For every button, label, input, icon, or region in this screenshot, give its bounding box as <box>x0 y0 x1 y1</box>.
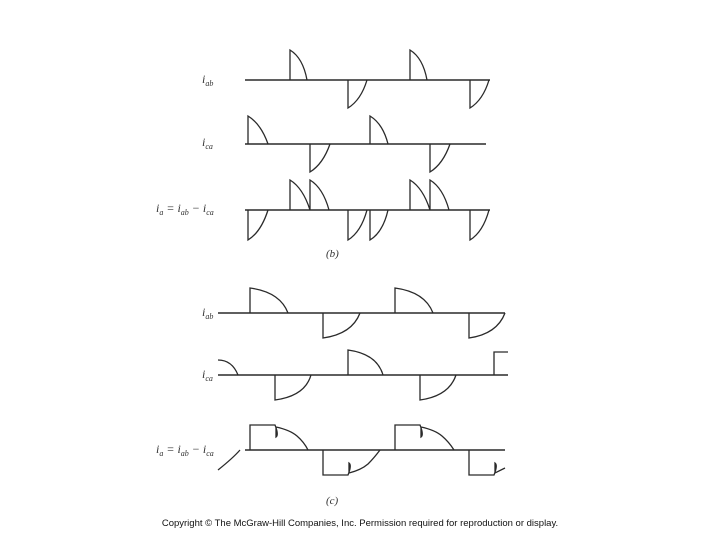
label-iab-b: $i_{ab}$ <box>202 72 214 88</box>
panel-c <box>156 288 508 507</box>
waveform-iab-b <box>290 50 489 108</box>
caption-c: (c) <box>326 495 339 507</box>
copyright-notice: Copyright © The McGraw-Hill Companies, Inc. Permission required for reproduction or display. <box>161 518 559 529</box>
label-ia-eq-c: $i_a = i_{ab} - i_{ca}$ <box>156 442 214 458</box>
label-iab-c: $i_{ab}$ <box>202 305 214 321</box>
panel-b <box>156 50 490 260</box>
label-ia-eq-b: $i_a = i_{ab} - i_{ca}$ <box>156 201 214 217</box>
label-ica-c: $i_{ca}$ <box>202 367 213 383</box>
caption-b: (b) <box>326 248 339 260</box>
label-ica-b: $i_{ca}$ <box>202 135 213 151</box>
